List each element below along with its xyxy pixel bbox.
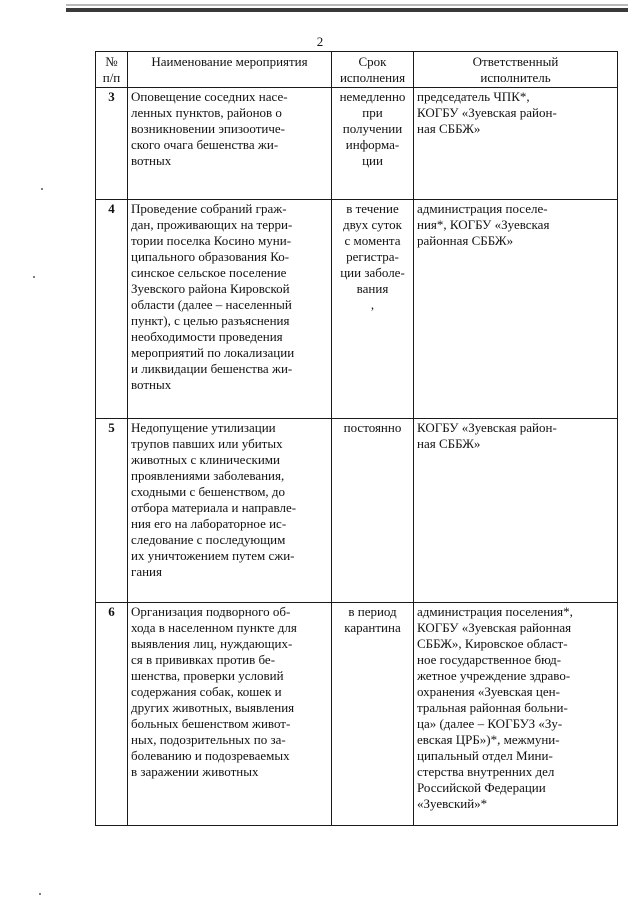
text-line: администрация поселе- bbox=[417, 201, 548, 216]
text-line: возникновении эпизоотиче- bbox=[131, 121, 285, 136]
text-line: КОГБУ «Зуевская районная bbox=[417, 620, 572, 635]
text-line: с момента bbox=[344, 233, 401, 248]
text-line: СББЖ», Кировское област- bbox=[417, 636, 568, 651]
table-header-row bbox=[96, 52, 618, 88]
text-line: Недопущение утилизации bbox=[131, 420, 276, 435]
scan-edge-mark bbox=[66, 8, 628, 12]
text-line: содержания собак, кошек и bbox=[131, 684, 282, 699]
measure-responsible bbox=[414, 200, 618, 419]
text-line: пункт), с целью разъяснения bbox=[131, 313, 290, 328]
text-line: Срок bbox=[358, 54, 387, 69]
text-line: ского очага бешенства жи- bbox=[131, 137, 279, 152]
text-line: Наименование мероприятия bbox=[151, 54, 308, 69]
text-line: стерства внутренних дел bbox=[417, 764, 555, 779]
text-line: и ликвидации бешенства жи- bbox=[131, 361, 293, 376]
text-line: вания bbox=[356, 281, 389, 296]
table-row bbox=[96, 200, 618, 419]
text-line: жетное учреждение здраво- bbox=[417, 668, 571, 683]
measure-term bbox=[332, 603, 414, 826]
text-line: Оповещение соседних насе- bbox=[131, 89, 288, 104]
header-measure-name bbox=[128, 52, 332, 88]
text-line: регистра- bbox=[346, 249, 399, 264]
text-line: информа- bbox=[345, 137, 400, 152]
text-line: дан, проживающих на терри- bbox=[131, 217, 293, 232]
table-row bbox=[96, 419, 618, 603]
table-row bbox=[96, 88, 618, 200]
text-line: исполнитель bbox=[480, 70, 551, 85]
scan-speck bbox=[41, 188, 43, 190]
text-line: ции bbox=[362, 153, 383, 168]
measure-responsible bbox=[414, 419, 618, 603]
text-line: охранения «Зуевская цен- bbox=[417, 684, 560, 699]
scan-speck bbox=[33, 276, 35, 278]
text-line: их уничтожением путем сжи- bbox=[131, 548, 295, 563]
measure-term bbox=[332, 200, 414, 419]
row-number: 5 bbox=[96, 419, 128, 603]
text-line: болеванию и подозреваемых bbox=[131, 748, 290, 763]
header-responsible bbox=[414, 52, 618, 88]
text-line: ся в прививках против бе- bbox=[131, 652, 276, 667]
text-line: , bbox=[370, 297, 375, 312]
text-line: Проведение собраний граж- bbox=[131, 201, 287, 216]
text-line: больных бешенством живот- bbox=[131, 716, 291, 731]
header-number bbox=[96, 52, 128, 88]
text-line: шенства, проверки условий bbox=[131, 668, 284, 683]
header-term bbox=[332, 52, 414, 88]
measure-name bbox=[128, 603, 332, 826]
text-line: мероприятий по локализации bbox=[131, 345, 295, 360]
measure-responsible bbox=[414, 603, 618, 826]
text-line: тральная районная больни- bbox=[417, 700, 568, 715]
text-line: вотных bbox=[131, 377, 172, 392]
text-line: карантина bbox=[344, 620, 401, 635]
measure-term bbox=[332, 88, 414, 200]
text-line: при bbox=[362, 105, 383, 120]
text-line: ципальный отдел Мини- bbox=[417, 748, 553, 763]
text-line: тории поселка Косино муни- bbox=[131, 233, 292, 248]
text-line: следование с последующим bbox=[131, 532, 286, 547]
text-line: гания bbox=[131, 564, 162, 579]
text-line: ца» (далее – КОГБУЗ «Зу- bbox=[417, 716, 563, 731]
text-line: Организация подворного об- bbox=[131, 604, 291, 619]
text-line: синское сельское поселение bbox=[131, 265, 287, 280]
text-line: евская ЦРБ»)*, межмуни- bbox=[417, 732, 560, 747]
text-line: ная СББЖ» bbox=[417, 121, 481, 136]
text-line: Российской Федерации bbox=[417, 780, 546, 795]
text-line: ная СББЖ» bbox=[417, 436, 481, 451]
text-line: трупов павших или убитых bbox=[131, 436, 283, 451]
scan-speck bbox=[39, 893, 41, 895]
measures-table bbox=[95, 51, 618, 826]
text-line: Зуевского района Кировской bbox=[131, 281, 290, 296]
text-line: № bbox=[105, 54, 118, 69]
text-line: администрация поселения*, bbox=[417, 604, 573, 619]
text-line: п/п bbox=[102, 70, 121, 85]
text-line: ленных пунктов, районов о bbox=[131, 105, 282, 120]
text-line: исполнения bbox=[339, 70, 406, 85]
text-line: немедленно bbox=[339, 89, 406, 104]
text-line: хода в населенном пункте для bbox=[131, 620, 297, 635]
text-line: в течение bbox=[346, 201, 399, 216]
text-line: сходными с бешенством, до bbox=[131, 484, 286, 499]
text-line: двух суток bbox=[343, 217, 402, 232]
text-line: необходимости проведения bbox=[131, 329, 283, 344]
text-line: ния его на лабораторное ис- bbox=[131, 516, 287, 531]
text-line: ния*, КОГБУ «Зуевская bbox=[417, 217, 550, 232]
text-line: других животных, выявления bbox=[131, 700, 295, 715]
text-line: в период bbox=[348, 604, 397, 619]
text-line: ции заболе- bbox=[340, 265, 405, 280]
text-line: районная СББЖ» bbox=[417, 233, 514, 248]
text-line: КОГБУ «Зуевская район- bbox=[417, 105, 557, 120]
text-line: животных с клиническими bbox=[131, 452, 280, 467]
text-line: вотных bbox=[131, 153, 172, 168]
row-number: 4 bbox=[96, 200, 128, 419]
text-line: «Зуевский»* bbox=[417, 796, 488, 811]
measure-name bbox=[128, 200, 332, 419]
text-line: выявления лиц, нуждающих- bbox=[131, 636, 293, 651]
text-line: в заражении животных bbox=[131, 764, 259, 779]
text-line: отбора материала и направле- bbox=[131, 500, 297, 515]
row-number: 6 bbox=[96, 603, 128, 826]
text-line: получении bbox=[342, 121, 403, 136]
text-line: Ответственный bbox=[472, 54, 559, 69]
text-line: области (далее – населенный bbox=[131, 297, 292, 312]
measure-responsible bbox=[414, 88, 618, 200]
text-line: председатель ЧПК*, bbox=[417, 89, 530, 104]
row-number: 3 bbox=[96, 88, 128, 200]
measure-name bbox=[128, 88, 332, 200]
text-line: КОГБУ «Зуевская район- bbox=[417, 420, 557, 435]
measure-term bbox=[332, 419, 414, 603]
text-line: ное государственное бюд- bbox=[417, 652, 562, 667]
measure-name bbox=[128, 419, 332, 603]
text-line: проявлениями заболевания, bbox=[131, 468, 285, 483]
text-line: ных, подозрительных по за- bbox=[131, 732, 286, 747]
text-line: постоянно bbox=[343, 420, 402, 435]
page-number: 2 bbox=[316, 34, 324, 49]
text-line: ципального образования Ко- bbox=[131, 249, 290, 264]
table-row bbox=[96, 603, 618, 826]
